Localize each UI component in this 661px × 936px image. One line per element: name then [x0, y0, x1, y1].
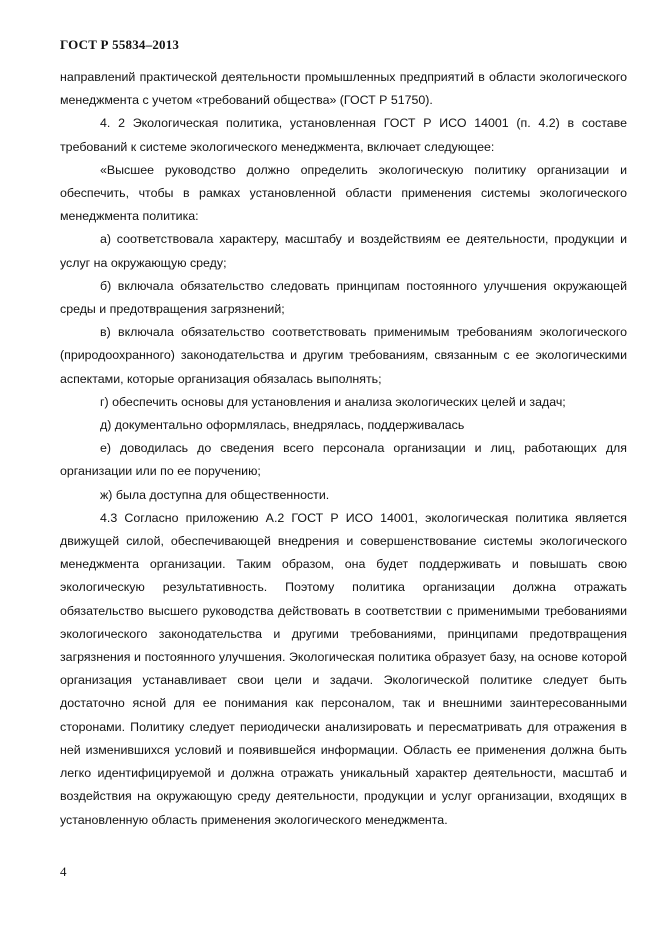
- list-item-b: б) включала обязательство следовать принципам постоянного улучшения окружающей среды и предотвращения загрязнений;: [60, 278, 627, 317]
- list-item-a: а) соответствовала характеру, масштабу и воздействиям ее деятельности, продукции и услуг на окружающую среду;: [60, 232, 627, 270]
- list-item-v: в) включала обязательство соответствовать применимым требованиям экологического (природоохранного) законодательства и другим требованиям, связанным с ее экологическими аспектами, которые организация обязалась выполнять;: [60, 325, 627, 386]
- paragraph-4-3: 4.3 Согласно приложению А.2 ГОСТ Р ИСО 14001, экологическая политика является движущей силой, обеспечивающей внедрения и совершенствование системы экологического менеджмента организации. Таким образом, она будет поддерживать и повышать свою экологическую результативность. Поэтому политика организации должна отражать обязательство высшего руководства действовать в соответствии с применимыми требованиями экологического законодательства и другими требованиями, принципами предотвращения загрязнения и постоянного улучшения. Экологическая политика образует базу, на основе которой организация устанавливает свои цели и задачи. Экологической политике следует быть достаточно ясной для ее понимания как персоналом, так и внешними заинтересованными сторонами. Политику следует периодически анализировать и пересматривать для отражения в ней изменившихся условий и появившейся информации. Область ее применения должна быть легко идентифицируемой и должна отражать уникальный характер деятельности, масштаб и воздействия на окружающую среду деятельности, продукции и услуг организации, входящих в установленную область применения экологического менеджмента.: [60, 510, 627, 827]
- list-item-e: е) доводилась до сведения всего персонала организации и лиц, работающих для организации или по ее поручению;: [60, 441, 627, 479]
- document-body: [60, 66, 627, 832]
- paragraph-4-2: 4. 2 Экологическая политика, установленная ГОСТ Р ИСО 14001 (п. 4.2) в составе требований к системе экологического менеджмента, включает следующее:: [60, 116, 627, 154]
- paragraph-quote-intro: «Высшее руководство должно определить экологическую политику организации и обеспечить, чтобы в рамках установленной области применения системы экологического менеджмента политика:: [60, 162, 627, 224]
- list-item-g: г) обеспечить основы для установления и анализа экологических целей и задач;: [100, 394, 566, 409]
- list-item-d: д) документально оформлялась, внедрялась, поддерживалась: [100, 418, 465, 433]
- list-item-zh: ж) была доступна для общественности.: [100, 487, 330, 502]
- paragraph-continuation: направлений практической деятельности промышленных предприятий в области экологического менеджмента с учетом «требований общества» (ГОСТ Р 51750).: [60, 70, 627, 108]
- document-header: ГОСТ Р 55834–2013: [60, 37, 180, 52]
- page-number: 4: [60, 864, 67, 879]
